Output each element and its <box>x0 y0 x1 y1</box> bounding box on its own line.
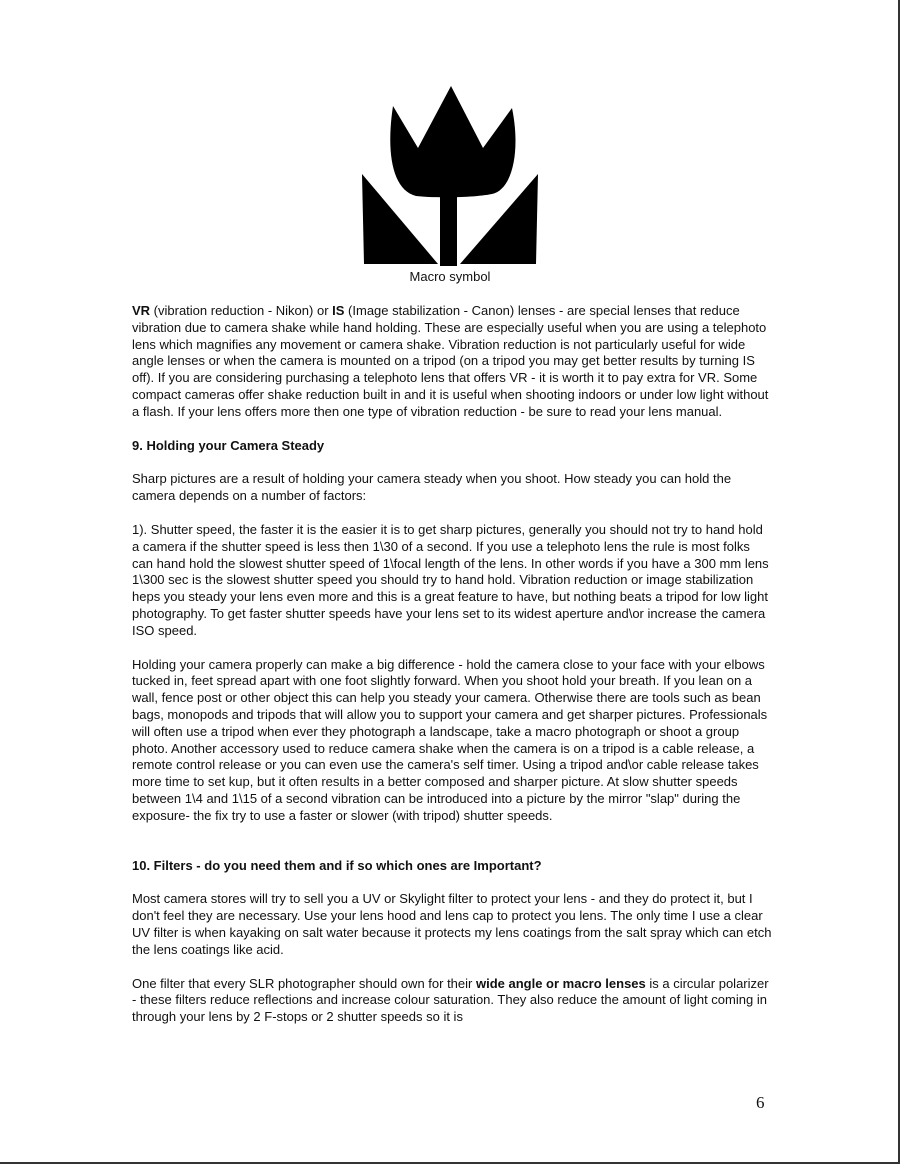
macro-tulip-icon <box>360 86 540 266</box>
page-number: 6 <box>756 1093 765 1112</box>
section-9-paragraph-1: Sharp pictures are a result of holding your camera steady when you shoot. How steady you can hold the camera depends on a number of factors: <box>132 471 732 504</box>
figure-caption: Macro symbol <box>409 269 491 284</box>
section-9-heading: 9. Holding your Camera Steady <box>132 437 325 453</box>
section-10-paragraph-1: Most camera stores will try to sell you a UV or Skylight filter to protect your lens - and they do protect it, but I don't feel they are necessary. Use your lens hood and lens cap to protect you lens. The only time I use a clear UV filter is when kayaking on salt water because it protects my lens coatings from the salt spray which can etch the lens coatings like acid. <box>132 891 772 957</box>
section-9-paragraph-2: 1). Shutter speed, the faster it is the easier it is to get sharp pictures, generally you should not try to hand hold a camera if the shutter speed is less then 1\30 of a second. If you use a telephoto lens the rule is most folks can hand hold the slowest shutter speed of 1\focal length of the lens. In other words if you have a 300 mm lens 1\300 sec is the slowest shutter speed you should try to hand hold. Vibration reduction or image stabilization heps you steady your lens even more and this is a great feature to have, but nothing beats a tripod for low light photography. To get faster shutter speeds have your lens set to its widest aperture and\or increase the camera ISO speed. <box>132 521 769 638</box>
vr-paragraph: VR (vibration reduction - Nikon) or IS (Image stabilization - Canon) lenses - are special lenses that reduce vibration due to camera shake while hand holding. These are especially useful when you are using a telephoto lens which magnifies any movement or camera shake. Vibration reduction is not particularly useful for wide angle lenses or when the camera is mounted on a tripod (on a tripod you may get better results by turning IS off). If you are considering purchasing a telephoto lens that offers VR - it is worth it to pay extra for VR. Some compact cameras offer shake reduction built in and it is useful when shooting indoors or under low light without a flash. If your lens offers more then one type of vibration reduction - be sure to read your lens manual. <box>132 303 769 419</box>
section-10-heading: 10. Filters - do you need them and if so which ones are Important? <box>132 857 542 873</box>
section-10-paragraph-2: One filter that every SLR photographer should own for their wide angle or macro lenses is a circular polarizer - these filters reduce reflections and increase colour saturation. They also reduce the amount of light coming in through your lens by 2 F-stops or 2 shutter speeds so it is <box>132 975 769 1025</box>
wide-angle-macro-emphasis: wide angle or macro lenses <box>475 975 646 991</box>
is-term: IS <box>332 303 345 318</box>
vr-term: VR <box>132 303 151 318</box>
section-9-paragraph-3: Holding your camera properly can make a big difference - hold the camera close to your face with your elbows tucked in, feet spread apart with one foot slightly forward. When you shoot hold your breath. If you lean on a wall, fence post or other object this can help you steady your camera. Otherwise there are tools such as bean bags, monopods and tripods that will allow you to support your camera and get sharper pictures. Professionals will often use a tripod when ever they photograph a landscape, take a macro photograph or shoot a group photo. Another accessory used to reduce camera shake when the camera is on a tripod is a cable release, a remote control release or you can even use the camera's self timer. Using a tripod and\or cable release takes more time to set kup, but it often results in a better composed and sharper picture. At slow shutter speeds between 1\4 and 1\15 of a second vibration can be introduced into a picture by the mirror "slap" during the exposure- the fix try to use a faster or slower (with tripod) shutter speeds. <box>132 656 768 823</box>
macro-symbol-figure <box>360 86 540 266</box>
body-text <box>132 303 772 1043</box>
